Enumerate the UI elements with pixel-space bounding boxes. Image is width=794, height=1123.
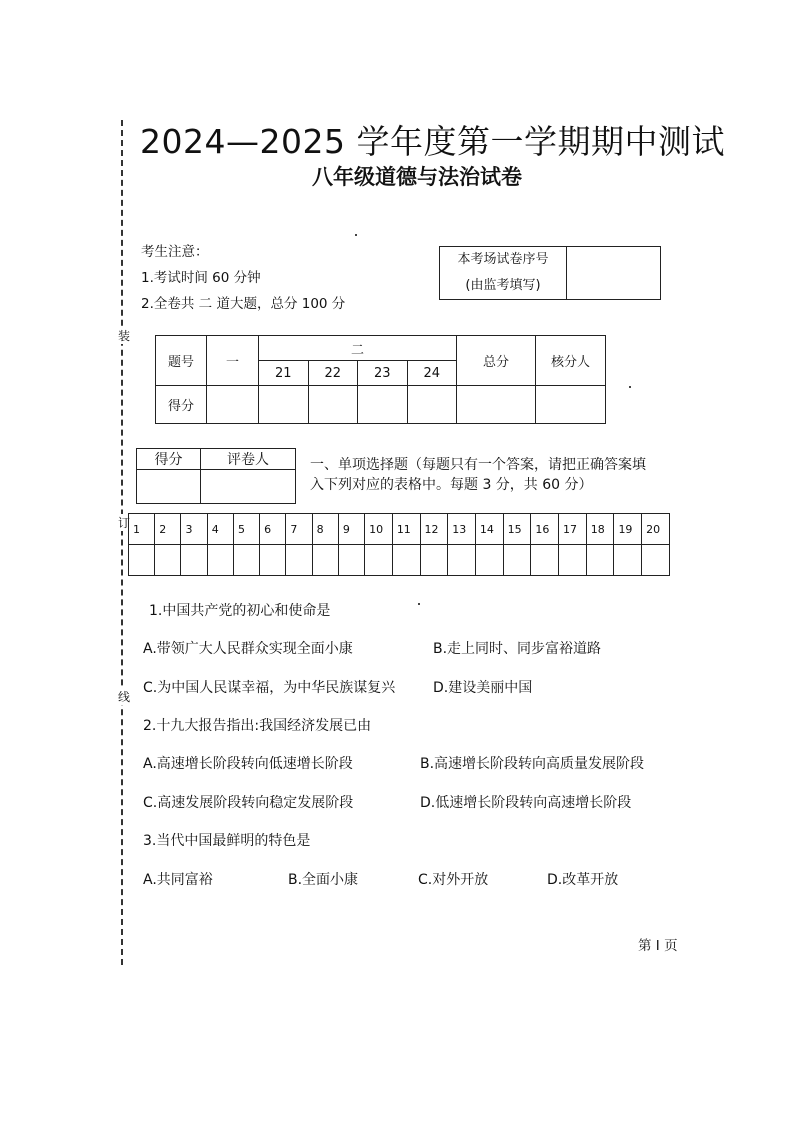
answer-grid-number: 7 — [286, 514, 312, 545]
score-table-subcol: 22 — [308, 361, 358, 386]
binding-char-ding: 订 — [118, 516, 131, 530]
score-table-header-question: 题号 — [156, 336, 207, 386]
score-table-subcol: 23 — [358, 361, 408, 386]
answer-cell[interactable] — [181, 545, 207, 576]
question-2-option-c: C.高速发展阶段转向稳定发展阶段 — [143, 795, 354, 811]
score-table-subcol: 21 — [259, 361, 309, 386]
grader-box-score-label: 得分 — [137, 449, 201, 470]
answer-cell[interactable] — [642, 545, 670, 576]
binding-char-zhuang: 装 — [118, 329, 131, 343]
seat-number-field[interactable] — [567, 247, 661, 300]
answer-grid-number: 17 — [559, 514, 587, 545]
answer-grid-number: 10 — [365, 514, 393, 545]
answer-grid-number: 15 — [503, 514, 531, 545]
answer-grid-number: 11 — [392, 514, 420, 545]
answer-cell[interactable] — [559, 545, 587, 576]
section1-instruction-line2: 入下列对应的表格中。每题 3 分，共 60 分） — [310, 477, 593, 493]
score-cell[interactable] — [407, 386, 457, 424]
exam-title: 2024—2025 学年度第一学期期中测试 — [140, 122, 725, 161]
binding-line — [121, 120, 123, 965]
answer-cell[interactable] — [392, 545, 420, 576]
score-table-header-one: 一 — [207, 336, 259, 386]
question-1-option-d: D.建设美丽中国 — [433, 680, 533, 696]
answer-cell[interactable] — [155, 545, 181, 576]
notice-heading: 考生注意： — [141, 244, 209, 260]
scan-speck — [355, 234, 357, 236]
answer-cell[interactable] — [503, 545, 531, 576]
answer-cell[interactable] — [531, 545, 559, 576]
answer-cell[interactable] — [233, 545, 259, 576]
answer-grid-number: 20 — [642, 514, 670, 545]
grader-box-grader-label: 评卷人 — [201, 449, 296, 470]
question-3-option-d: D.改革开放 — [547, 872, 619, 888]
scan-speck — [629, 386, 631, 388]
question-3-option-c: C.对外开放 — [418, 872, 489, 888]
question-3-stem: 3.当代中国最鲜明的特色是 — [143, 833, 311, 849]
answer-grid-number: 8 — [312, 514, 338, 545]
answer-cell[interactable] — [475, 545, 503, 576]
score-cell[interactable] — [536, 386, 606, 424]
notice-line-total: 2.全卷共 二 道大题，总分 100 分 — [141, 296, 346, 312]
question-2-stem: 2.十九大报告指出:我国经济发展已由 — [143, 718, 372, 734]
answer-grid-number: 19 — [614, 514, 642, 545]
question-1-stem: 1.中国共产党的初心和使命是 — [149, 603, 331, 619]
answer-grid-number: 14 — [475, 514, 503, 545]
answer-cell[interactable] — [586, 545, 614, 576]
answer-cell[interactable] — [448, 545, 476, 576]
section1-instruction-line1: 一、单项选择题（每题只有一个答案，请把正确答案填 — [310, 457, 646, 473]
page-number: 第 I 页 — [638, 938, 678, 954]
answer-cell[interactable] — [260, 545, 286, 576]
question-3-option-b: B.全面小康 — [288, 872, 359, 888]
score-table — [155, 335, 606, 424]
notice-line-time: 1.考试时间 60 分钟 — [141, 270, 261, 286]
answer-cell[interactable] — [312, 545, 338, 576]
scan-speck — [418, 603, 420, 605]
seat-number-label-line1: 本考场试卷序号 — [457, 252, 549, 267]
score-table-header-two: 二 — [259, 336, 457, 361]
grader-box — [136, 448, 296, 504]
answer-cell[interactable] — [338, 545, 364, 576]
question-2-option-d: D.低速增长阶段转向高速增长阶段 — [420, 795, 632, 811]
answer-grid-number: 16 — [531, 514, 559, 545]
answer-grid-number: 4 — [207, 514, 233, 545]
score-cell[interactable] — [308, 386, 358, 424]
score-cell[interactable] — [259, 386, 309, 424]
score-table-subcol: 24 — [407, 361, 457, 386]
answer-grid-number-row — [129, 514, 670, 545]
answer-cell[interactable] — [286, 545, 312, 576]
seat-number-label-line2: (由监考填写) — [465, 278, 541, 293]
score-table-row-score: 得分 — [156, 386, 207, 424]
answer-grid-number: 9 — [338, 514, 364, 545]
question-1-option-a: A.带领广大人民群众实现全面小康 — [143, 641, 353, 657]
seat-number-box — [439, 246, 661, 300]
question-1-option-b: B.走上同时、同步富裕道路 — [433, 641, 602, 657]
grader-box-grader-cell[interactable] — [201, 470, 296, 504]
answer-grid-number: 3 — [181, 514, 207, 545]
question-2-option-a: A.高速增长阶段转向低速增长阶段 — [143, 756, 353, 772]
answer-grid-number: 12 — [420, 514, 448, 545]
score-cell[interactable] — [457, 386, 536, 424]
answer-grid-number: 1 — [129, 514, 155, 545]
answer-cell[interactable] — [614, 545, 642, 576]
question-2-option-b: B.高速增长阶段转向高质量发展阶段 — [420, 756, 645, 772]
answer-cell[interactable] — [420, 545, 448, 576]
grader-box-score-cell[interactable] — [137, 470, 201, 504]
score-table-header-total: 总分 — [457, 336, 536, 386]
exam-subtitle: 八年级道德与法治试卷 — [312, 165, 522, 189]
score-cell[interactable] — [358, 386, 408, 424]
answer-grid-answer-row — [129, 545, 670, 576]
answer-cell[interactable] — [365, 545, 393, 576]
answer-grid-number: 13 — [448, 514, 476, 545]
question-1-option-c: C.为中国人民谋幸福，为中华民族谋复兴 — [143, 680, 396, 696]
seat-number-label — [440, 247, 567, 300]
answer-grid — [128, 513, 670, 576]
answer-grid-number: 2 — [155, 514, 181, 545]
answer-grid-number: 6 — [260, 514, 286, 545]
answer-cell[interactable] — [207, 545, 233, 576]
answer-grid-number: 18 — [586, 514, 614, 545]
binding-char-xian: 线 — [118, 690, 131, 704]
answer-grid-number: 5 — [233, 514, 259, 545]
question-3-option-a: A.共同富裕 — [143, 872, 213, 888]
score-cell[interactable] — [207, 386, 259, 424]
answer-cell[interactable] — [129, 545, 155, 576]
score-table-header-checker: 核分人 — [536, 336, 606, 386]
